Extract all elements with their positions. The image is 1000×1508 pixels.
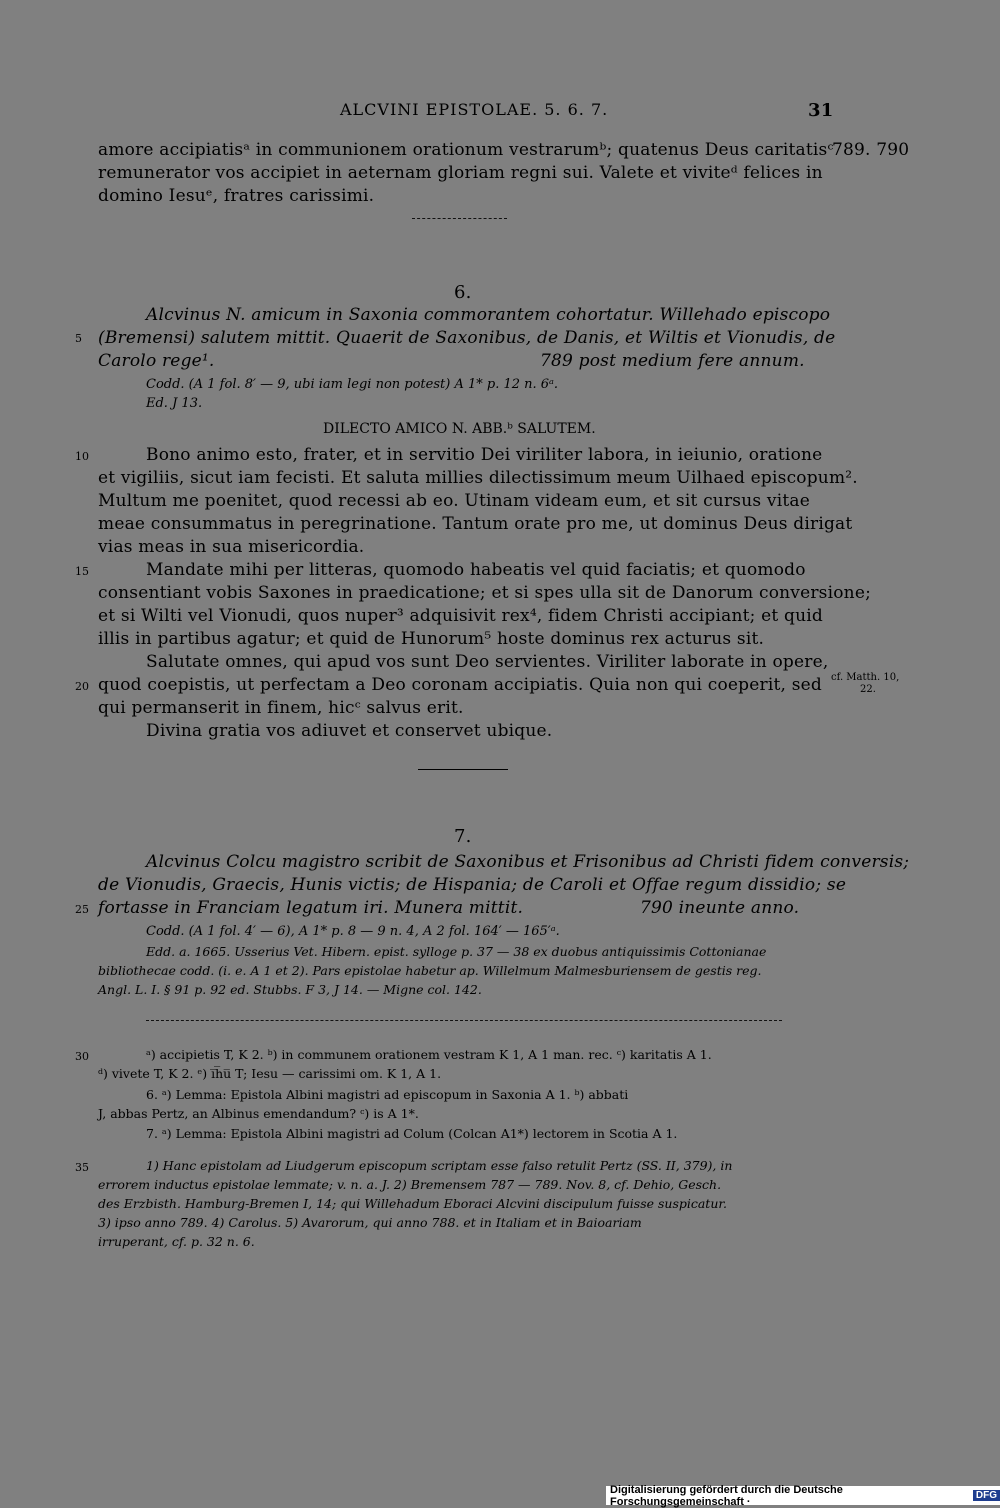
text-line: remunerator vos accipiet in aeternam gloriam regni sui. Valete et viviteᵈ felices in — [98, 163, 823, 183]
summary-line: (Bremensi) salutem mittit. Quaerit de Saxonibus, de Danis, et Wiltis et Vionudis, de — [98, 328, 836, 348]
body-line: Multum me poenitet, quod recessi ab eo. Utinam videam eum, et sit cursus vitae — [98, 491, 810, 511]
body-line: quod coepistis, ut perfectam a Deo coronam accipiatis. Quia non qui coeperit, sed — [98, 675, 822, 695]
editions-line: Edd. a. 1665. Usserius Vet. Hibern. epist. sylloge p. 37 — 38 ex duobus antiquissimis Cottonianae — [146, 944, 767, 959]
text-line: amore accipiatisᵃ in communionem orationum vestrarumᵇ; quatenus Deus caritatisᶜ — [98, 140, 834, 160]
running-title: ALCVINI EPISTOLAE. 5. 6. 7. — [340, 100, 609, 119]
summary-line: Carolo rege¹. — [98, 351, 215, 371]
margin-date: 789. 790 — [832, 140, 910, 160]
summary-line: fortasse in Franciam legatum iri. Munera mittit. — [98, 898, 524, 918]
line-number: 10 — [75, 450, 89, 463]
note-line: des Erzbisth. Hamburg-Bremen I, 14; qui Willehadum Eboraci Alcvini discipulum fuisse suspicatur. — [98, 1196, 727, 1211]
editions-line: bibliothecae codd. (i. e. A 1 et 2). Pars epistolae habetur ap. Willelmum Malmesburiensem de gestis reg. — [98, 963, 762, 978]
epistle-date: 789 post medium fere annum. — [540, 351, 805, 371]
body-line: vias meas in sua misericordia. — [98, 537, 365, 557]
digitization-credit — [606, 1483, 1000, 1508]
editions-line: Angl. L. I. § 91 p. 92 ed. Stubbs. F 3, J 14. — Migne col. 142. — [98, 982, 482, 997]
page-number: 31 — [808, 100, 834, 121]
margin-reference: cf. Matth. 10, — [831, 672, 900, 683]
epistle-date: 790 ineunte anno. — [640, 898, 800, 918]
body-line: et vigiliis, sicut iam fecisti. Et saluta millies dilectissimum meum Uilhaed episcopum². — [98, 468, 858, 488]
variant-line: ᵈ) vivete T, K 2. ᵉ) i̅h̅u̅ T; Iesu — carissimi om. K 1, A 1. — [98, 1066, 442, 1081]
body-line: meae consummatus in peregrinatione. Tantum orate pro me, ut dominus Deus dirigat — [98, 514, 853, 534]
body-line: illis in partibus agatur; et quid de Hunorum⁵ hoste dominus rex acturus sit. — [98, 629, 765, 649]
dfg-logo: DFG — [973, 1490, 1000, 1501]
line-number: 35 — [75, 1161, 89, 1174]
body-line: Mandate mihi per litteras, quomodo habeatis vel quid faciatis; et quomodo — [146, 560, 806, 580]
note-line: 1) Hanc epistolam ad Liudgerum episcopum scriptam esse falso retulit Pertz (SS. II, 379), in — [146, 1158, 733, 1173]
epistle-number: 7. — [454, 826, 472, 847]
codices: Codd. (A 1 fol. 4′ — 6), A 1* p. 8 — 9 n. 4, A 2 fol. 164′ — 165′ᵃ. — [146, 924, 560, 939]
text-line: domino Iesuᵉ, fratres carissimi. — [98, 186, 375, 206]
note-line: irruperant, cf. p. 32 n. 6. — [98, 1234, 255, 1249]
line-number: 20 — [75, 680, 89, 693]
apparatus-divider — [146, 1020, 782, 1022]
line-number: 25 — [75, 903, 89, 916]
margin-reference-cont: 22. — [860, 684, 876, 695]
variant-line: J, abbas Pertz, an Albinus emendandum? ᶜ) is A 1*. — [98, 1106, 419, 1121]
body-line: consentiant vobis Saxones in praedicatione; et si spes ulla sit de Danorum conversione; — [98, 583, 872, 603]
body-line: et si Wilti vel Vionudi, quos nuper³ adquisivit rex⁴, fidem Christi accipiant; et quid — [98, 606, 823, 626]
salutation: DILECTO AMICO N. ABB.ᵇ SALUTEM. — [323, 421, 596, 437]
body-line: Bono animo esto, frater, et in servitio Dei viriliter labora, in ieiunio, oratione — [146, 445, 823, 465]
note-line: errorem inductus epistolae lemmate; v. n. a. J. 2) Bremensem 787 — 789. Nov. 8, cf. Dehio, Gesch. — [98, 1177, 722, 1192]
variant-line: ᵃ) accipietis T, K 2. ᵇ) in communem orationem vestram K 1, A 1 man. rec. ᶜ) karitatis A 1. — [146, 1047, 712, 1062]
summary-line: Alcvinus Colcu magistro scribit de Saxonibus et Frisonibus ad Christi fidem conversis; — [146, 852, 910, 872]
credit-text: Digitalisierung gefördert durch die Deutsche Forschungsgemeinschaft · — [610, 1483, 843, 1508]
line-number: 30 — [75, 1050, 89, 1063]
note-line: 3) ipso anno 789. 4) Carolus. 5) Avarorum, qui anno 788. et in Italiam et in Baioariam — [98, 1215, 642, 1230]
variant-line: 7. ᵃ) Lemma: Epistola Albini magistri ad Colum (Colcan A1*) lectorem in Scotia A 1. — [146, 1126, 678, 1141]
body-line: qui permanserit in finem, hicᶜ salvus erit. — [98, 698, 464, 718]
section-divider — [412, 218, 507, 220]
summary-line: Alcvinus N. amicum in Saxonia commorantem cohortatur. Willehado episcopo — [146, 305, 831, 325]
body-line: Salutate omnes, qui apud vos sunt Deo servientes. Viriliter laborate in opere, — [146, 652, 829, 672]
editions: Ed. J 13. — [146, 396, 203, 411]
epistle-number: 6. — [454, 282, 472, 303]
summary-line: de Vionudis, Graecis, Hunis victis; de Hispania; de Caroli et Offae regum dissidio; se — [98, 875, 847, 895]
line-number: 15 — [75, 565, 89, 578]
section-divider — [418, 769, 508, 770]
codices: Codd. (A 1 fol. 8′ — 9, ubi iam legi non potest) A 1* p. 12 n. 6ᵃ. — [146, 377, 559, 392]
variant-line: 6. ᵃ) Lemma: Epistola Albini magistri ad episcopum in Saxonia A 1. ᵇ) abbati — [146, 1087, 629, 1102]
line-number: 5 — [75, 332, 82, 345]
body-line: Divina gratia vos adiuvet et conservet ubique. — [146, 721, 553, 741]
